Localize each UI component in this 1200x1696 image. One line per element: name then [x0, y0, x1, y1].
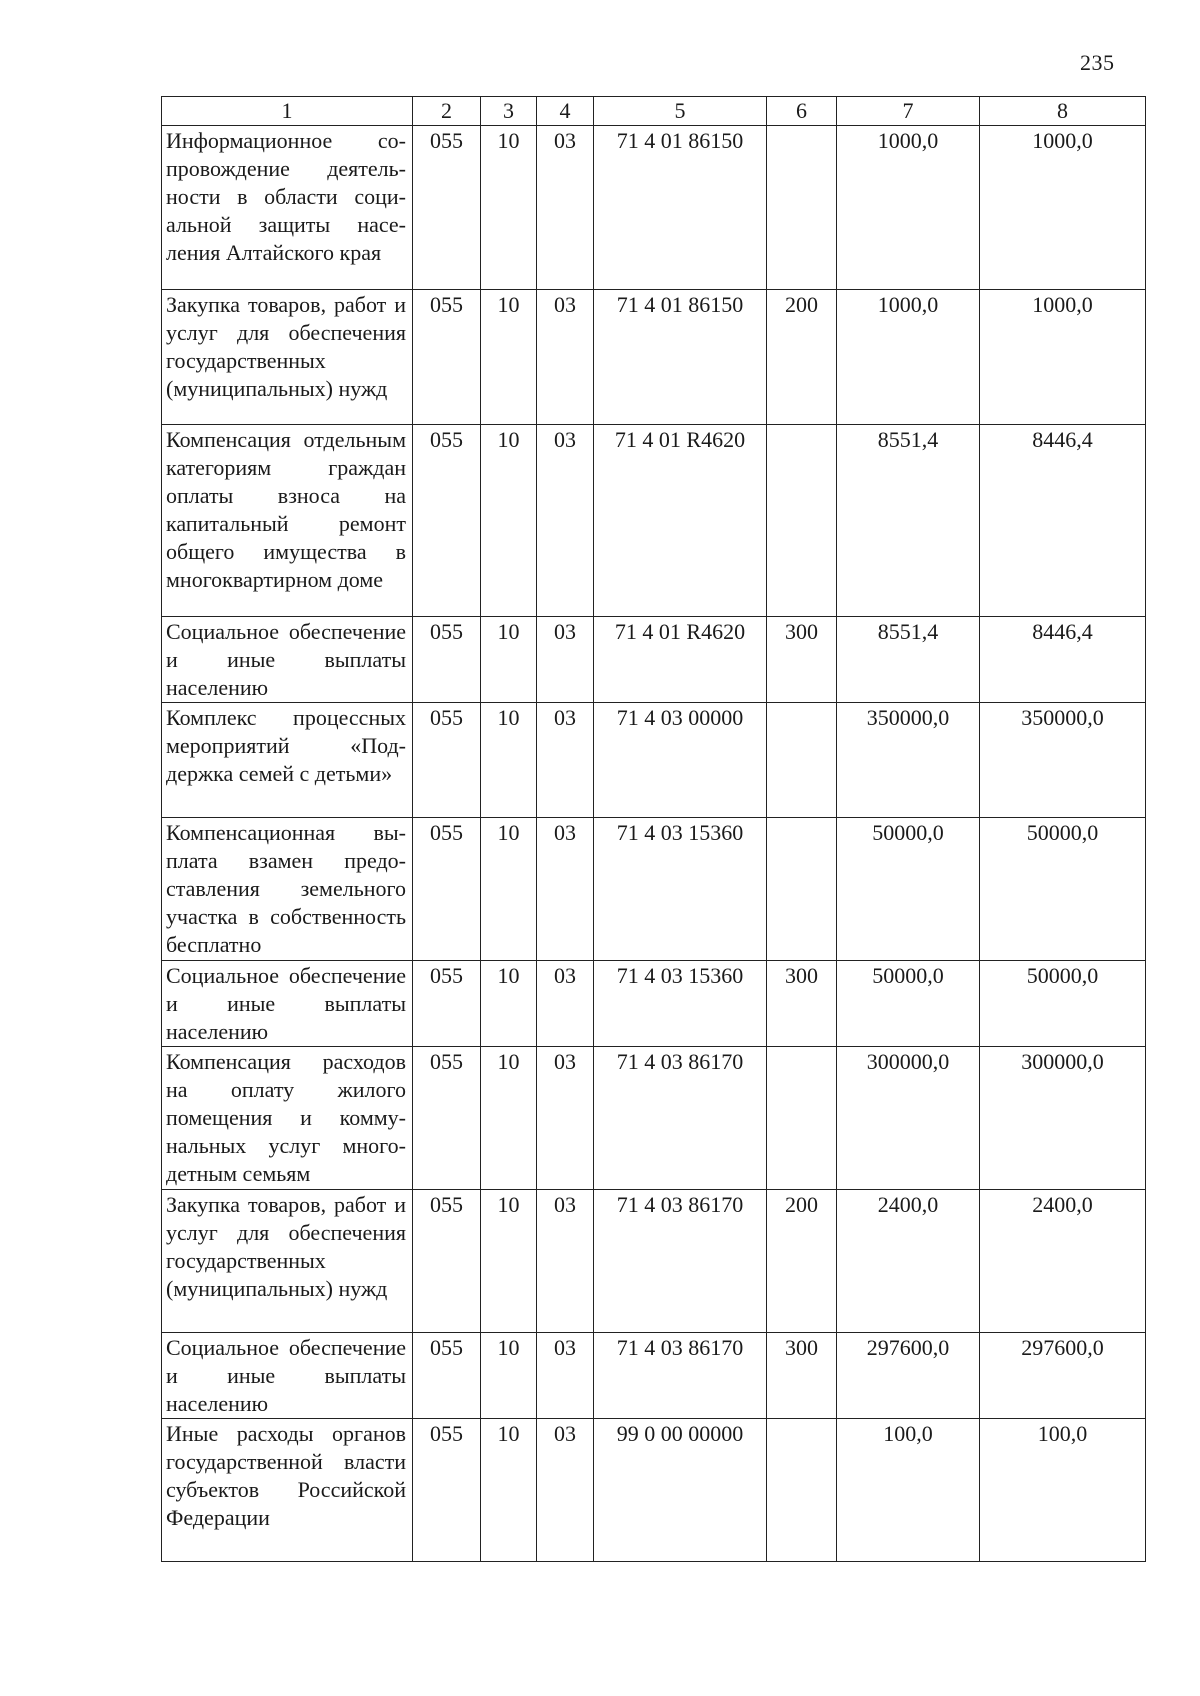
- section-code-cell: 10: [481, 617, 537, 703]
- amount-col8-cell: 2400,0: [980, 1190, 1146, 1333]
- expense-type-cell: [767, 425, 837, 617]
- amount-col7-cell: 1000,0: [837, 290, 980, 425]
- amount-col8-cell: 50000,0: [980, 818, 1146, 961]
- section-code-cell: 10: [481, 1190, 537, 1333]
- amount-col7-cell: 350000,0: [837, 703, 980, 818]
- ministry-code-cell: 055: [413, 703, 481, 818]
- target-article-cell: 71 4 03 86170: [594, 1333, 767, 1419]
- section-code-cell: 10: [481, 126, 537, 290]
- subsection-code-cell: 03: [537, 126, 594, 290]
- subsection-code-cell: 03: [537, 1047, 594, 1190]
- section-code-cell: 10: [481, 961, 537, 1047]
- section-code-cell: 10: [481, 1333, 537, 1419]
- ministry-code-cell: 055: [413, 126, 481, 290]
- header-col-4: 4: [537, 97, 594, 126]
- target-article-cell: 99 0 00 00000: [594, 1419, 767, 1562]
- table-row: [162, 818, 1146, 961]
- expense-type-cell: [767, 818, 837, 961]
- ministry-code-cell: 055: [413, 1190, 481, 1333]
- table-row: [162, 1047, 1146, 1190]
- table-row: [162, 290, 1146, 425]
- table-row: [162, 703, 1146, 818]
- expense-type-cell: 200: [767, 290, 837, 425]
- amount-col8-cell: 1000,0: [980, 126, 1146, 290]
- table-row: [162, 1190, 1146, 1333]
- page-number: 235: [1080, 50, 1115, 75]
- expense-type-cell: 300: [767, 1333, 837, 1419]
- expense-name-cell: Закупка товаров, работ и услуг для обеспечения государственных (муниципальных) нужд: [162, 290, 413, 425]
- ministry-code-cell: 055: [413, 617, 481, 703]
- header-col-8: 8: [980, 97, 1146, 126]
- expense-name-cell: Социальное обеспечение и иные выплаты населению: [162, 617, 413, 703]
- ministry-code-cell: 055: [413, 290, 481, 425]
- subsection-code-cell: 03: [537, 818, 594, 961]
- table-row: [162, 1419, 1146, 1562]
- expense-name-cell: Социальное обеспечение и иные выплаты населению: [162, 961, 413, 1047]
- ministry-code-cell: 055: [413, 1333, 481, 1419]
- amount-col8-cell: 297600,0: [980, 1333, 1146, 1419]
- ministry-code-cell: 055: [413, 425, 481, 617]
- ministry-code-cell: 055: [413, 1047, 481, 1190]
- expense-name-cell: Закупка товаров, работ и услуг для обеспечения государственных (муниципальных) нужд: [162, 1190, 413, 1333]
- table-header: [162, 97, 1146, 126]
- amount-col7-cell: 1000,0: [837, 126, 980, 290]
- amount-col7-cell: 50000,0: [837, 961, 980, 1047]
- header-col-6: 6: [767, 97, 837, 126]
- table-row: [162, 961, 1146, 1047]
- target-article-cell: 71 4 03 15360: [594, 818, 767, 961]
- section-code-cell: 10: [481, 425, 537, 617]
- expense-type-cell: 300: [767, 961, 837, 1047]
- amount-col7-cell: 300000,0: [837, 1047, 980, 1190]
- expense-name-cell: Компенсационная выплата взамен предоставления земельного участка в собственность бесплатно: [162, 818, 413, 961]
- target-article-cell: 71 4 03 86170: [594, 1190, 767, 1333]
- amount-col8-cell: 350000,0: [980, 703, 1146, 818]
- expense-name-cell: Социальное обеспечение и иные выплаты населению: [162, 1333, 413, 1419]
- amount-col8-cell: 50000,0: [980, 961, 1146, 1047]
- expense-type-cell: [767, 1419, 837, 1562]
- expense-name-cell: Компенсация отдельным категориям граждан оплаты взноса на капитальный ремонт общего имущества в многоквартирном доме: [162, 425, 413, 617]
- table-row: [162, 425, 1146, 617]
- amount-col8-cell: 8446,4: [980, 425, 1146, 617]
- amount-col8-cell: 300000,0: [980, 1047, 1146, 1190]
- subsection-code-cell: 03: [537, 703, 594, 818]
- amount-col7-cell: 100,0: [837, 1419, 980, 1562]
- expense-type-cell: 200: [767, 1190, 837, 1333]
- amount-col7-cell: 2400,0: [837, 1190, 980, 1333]
- table-body: [162, 126, 1146, 1562]
- table-row: [162, 126, 1146, 290]
- section-code-cell: 10: [481, 703, 537, 818]
- target-article-cell: 71 4 03 00000: [594, 703, 767, 818]
- header-col-1: 1: [162, 97, 413, 126]
- header-col-7: 7: [837, 97, 980, 126]
- expense-type-cell: [767, 1047, 837, 1190]
- expense-name-cell: Комплекс процессных мероприятий «Поддержка семей с детьми»: [162, 703, 413, 818]
- target-article-cell: 71 4 01 86150: [594, 126, 767, 290]
- subsection-code-cell: 03: [537, 1333, 594, 1419]
- expense-type-cell: 300: [767, 617, 837, 703]
- expense-type-cell: [767, 126, 837, 290]
- ministry-code-cell: 055: [413, 818, 481, 961]
- amount-col7-cell: 8551,4: [837, 617, 980, 703]
- amount-col8-cell: 8446,4: [980, 617, 1146, 703]
- subsection-code-cell: 03: [537, 425, 594, 617]
- expense-name-cell: Компенсация расходов на оплату жилого помещения и коммунальных услуг многодетным семьям: [162, 1047, 413, 1190]
- expense-type-cell: [767, 703, 837, 818]
- section-code-cell: 10: [481, 1047, 537, 1190]
- amount-col7-cell: 50000,0: [837, 818, 980, 961]
- header-col-5: 5: [594, 97, 767, 126]
- section-code-cell: 10: [481, 818, 537, 961]
- subsection-code-cell: 03: [537, 1190, 594, 1333]
- target-article-cell: 71 4 03 86170: [594, 1047, 767, 1190]
- amount-col8-cell: 100,0: [980, 1419, 1146, 1562]
- expense-name-cell: Информационное сопровождение деятельности в области социальной защиты населения Алтайского края: [162, 126, 413, 290]
- budget-table: [161, 96, 1146, 1562]
- subsection-code-cell: 03: [537, 961, 594, 1047]
- amount-col7-cell: 8551,4: [837, 425, 980, 617]
- target-article-cell: 71 4 01 R4620: [594, 425, 767, 617]
- amount-col7-cell: 297600,0: [837, 1333, 980, 1419]
- target-article-cell: 71 4 01 R4620: [594, 617, 767, 703]
- table-row: [162, 617, 1146, 703]
- ministry-code-cell: 055: [413, 1419, 481, 1562]
- header-col-3: 3: [481, 97, 537, 126]
- table-row: [162, 1333, 1146, 1419]
- header-row: [162, 97, 1146, 126]
- subsection-code-cell: 03: [537, 290, 594, 425]
- section-code-cell: 10: [481, 290, 537, 425]
- subsection-code-cell: 03: [537, 1419, 594, 1562]
- expense-name-cell: Иные расходы органов государственной власти субъектов Российской Федерации: [162, 1419, 413, 1562]
- subsection-code-cell: 03: [537, 617, 594, 703]
- section-code-cell: 10: [481, 1419, 537, 1562]
- ministry-code-cell: 055: [413, 961, 481, 1047]
- target-article-cell: 71 4 03 15360: [594, 961, 767, 1047]
- target-article-cell: 71 4 01 86150: [594, 290, 767, 425]
- header-col-2: 2: [413, 97, 481, 126]
- amount-col8-cell: 1000,0: [980, 290, 1146, 425]
